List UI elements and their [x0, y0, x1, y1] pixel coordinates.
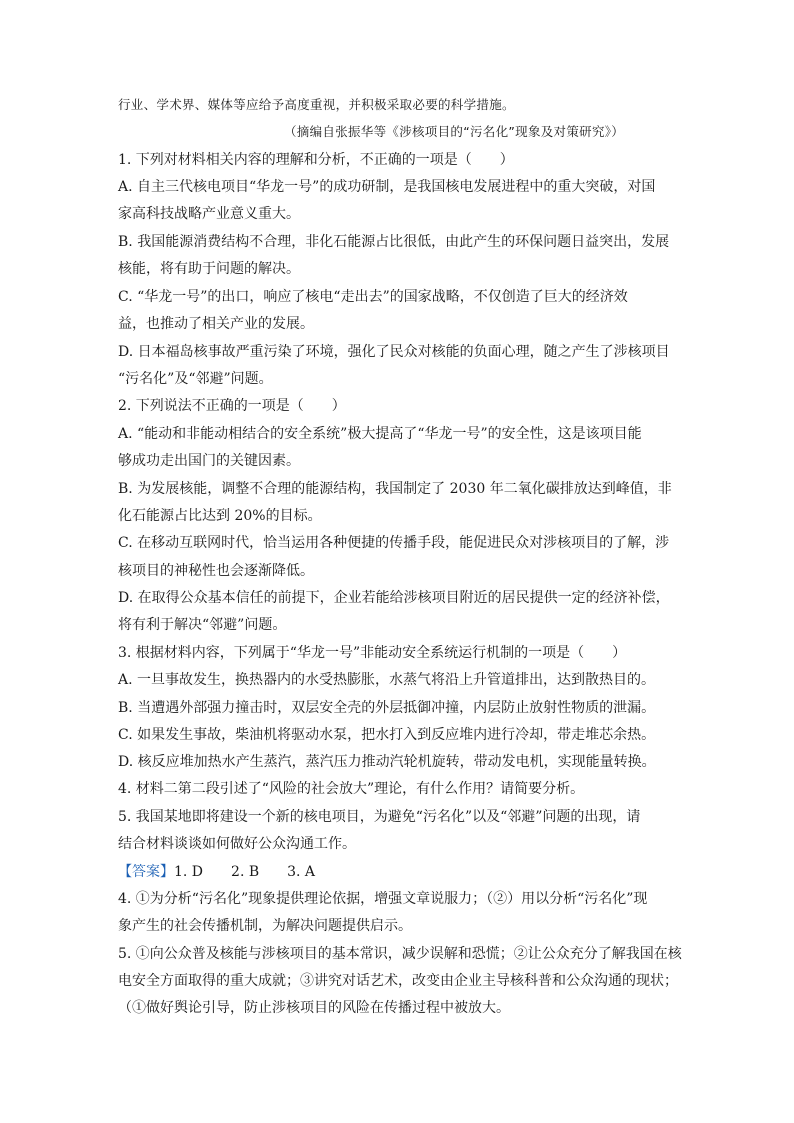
q3-option-b: B. 当遭遇外部强力撞击时，双层安全壳的外层抵御冲撞，内层防止放射性物质的泄漏。: [118, 700, 656, 716]
q2-option-b-line1: B. 为发展核能，调整不合理的能源结构，我国制定了 2030 年二氧化碳排放达到峰值，非: [118, 481, 672, 497]
q1-option-b-line2: 核能，将有助于问题的解决。: [118, 261, 300, 277]
answer-tag: 【答案】: [118, 864, 174, 880]
q1-option-a-line2: 家高科技战略产业意义重大。: [118, 206, 300, 222]
q1-option-d-line1: D. 日本福岛核事故严重污染了环境，强化了民众对核能的负面心理，随之产生了涉核项目: [118, 344, 670, 360]
q1-option-d-line2: “污名化”及“邻避”问题。: [118, 371, 273, 387]
source-citation: （摘编自张振华等《涉核项目的“污名化”现象及对策研究》）: [284, 124, 625, 139]
q2-option-c-line1: C. 在移动互联网时代，恰当运用各种便捷的传播手段，能促进民众对涉核项目的了解，涉: [118, 535, 670, 551]
q2-option-c-line2: 核项目的神秘性也会逐渐降低。: [118, 563, 314, 579]
question-4-stem: 4. 材料二第二段引述了“风险的社会放大”理论，有什么作用？请简要分析。: [118, 781, 585, 797]
intro-text: 行业、学术界、媒体等应给予高度重视，并积极采取必要的科学措施。: [118, 97, 515, 112]
q1-option-c-line1: C. “华龙一号”的出口，响应了核电“走出去”的国家战略，不仅创造了巨大的经济效: [118, 289, 628, 305]
q2-option-a-line1: A. “能动和非能动相结合的安全系统”极大提高了“华龙一号”的安全性，这是该项目能: [118, 426, 642, 442]
q3-option-c: C. 如果发生事故，柴油机将驱动水泵，把水打入到反应堆内进行冷却，带走堆芯余热。: [118, 727, 656, 743]
answer-4-line2: 象产生的社会传播机制，为解决问题提供启示。: [118, 918, 412, 934]
answer-line: [118, 863, 678, 881]
q1-option-a-line1: A. 自主三代核电项目“华龙一号”的成功研制，是我国核电发展进程中的重大突破，对国: [118, 179, 656, 195]
answer-mc: 1. D 2. B 3. A: [174, 864, 316, 880]
answer-4-line1: 4. ①为分析“污名化”现象提供理论依据，增强文章说服力；（②）用以分析“污名化”现: [118, 891, 648, 907]
q1-option-b-line1: B. 我国能源消费结构不合理，非化石能源占比很低，由此产生的环保问题日益突出，发展: [118, 234, 670, 250]
question-5-stem-line2: 结合材料谈谈如何做好公众沟通工作。: [118, 836, 356, 852]
answer-5-line1: 5. ①向公众普及核能与涉核项目的基本常识，减少误解和恐慌；②让公众充分了解我国在核: [118, 946, 682, 962]
question-1-stem: 1. 下列对材料相关内容的理解和分析，不正确的一项是（ ）: [118, 152, 514, 168]
question-2-stem: 2. 下列说法不正确的一项是（ ）: [118, 398, 346, 414]
answer-5-line3: （①做好舆论引导，防止涉核项目的风险在传播过程中被放大。: [118, 1000, 510, 1016]
question-5-stem-line1: 5. 我国某地即将建设一个新的核电项目，为避免“污名化”以及“邻避”问题的出现，请: [118, 809, 641, 825]
q2-option-a-line2: 够成功走出国门的关键因素。: [118, 453, 300, 469]
q2-option-b-line2: 化石能源占比达到 20%的目标。: [118, 508, 322, 524]
q3-option-d: D. 核反应堆加热水产生蒸汽，蒸汽压力推动汽轮机旋转，带动发电机，实现能量转换。: [118, 754, 656, 770]
question-3-stem: 3. 根据材料内容，下列属于“华龙一号”非能动安全系统运行机制的一项是（ ）: [118, 645, 627, 661]
q1-option-c-line2: 益，也推动了相关产业的发展。: [118, 316, 314, 332]
q3-option-a: A. 一旦事故发生，换热器内的水受热膨胀，水蒸气将沿上升管道排出，达到散热目的。: [118, 672, 656, 688]
answer-5-line2: 电安全方面取得的重大成就；③讲究对话艺术，改变由企业主导核科普和公众沟通的现状；: [118, 973, 678, 989]
q2-option-d-line1: D. 在取得公众基本信任的前提下，企业若能给涉核项目附近的居民提供一定的经济补偿，: [118, 590, 670, 606]
q2-option-d-line2: 将有利于解决“邻避”问题。: [118, 617, 287, 633]
